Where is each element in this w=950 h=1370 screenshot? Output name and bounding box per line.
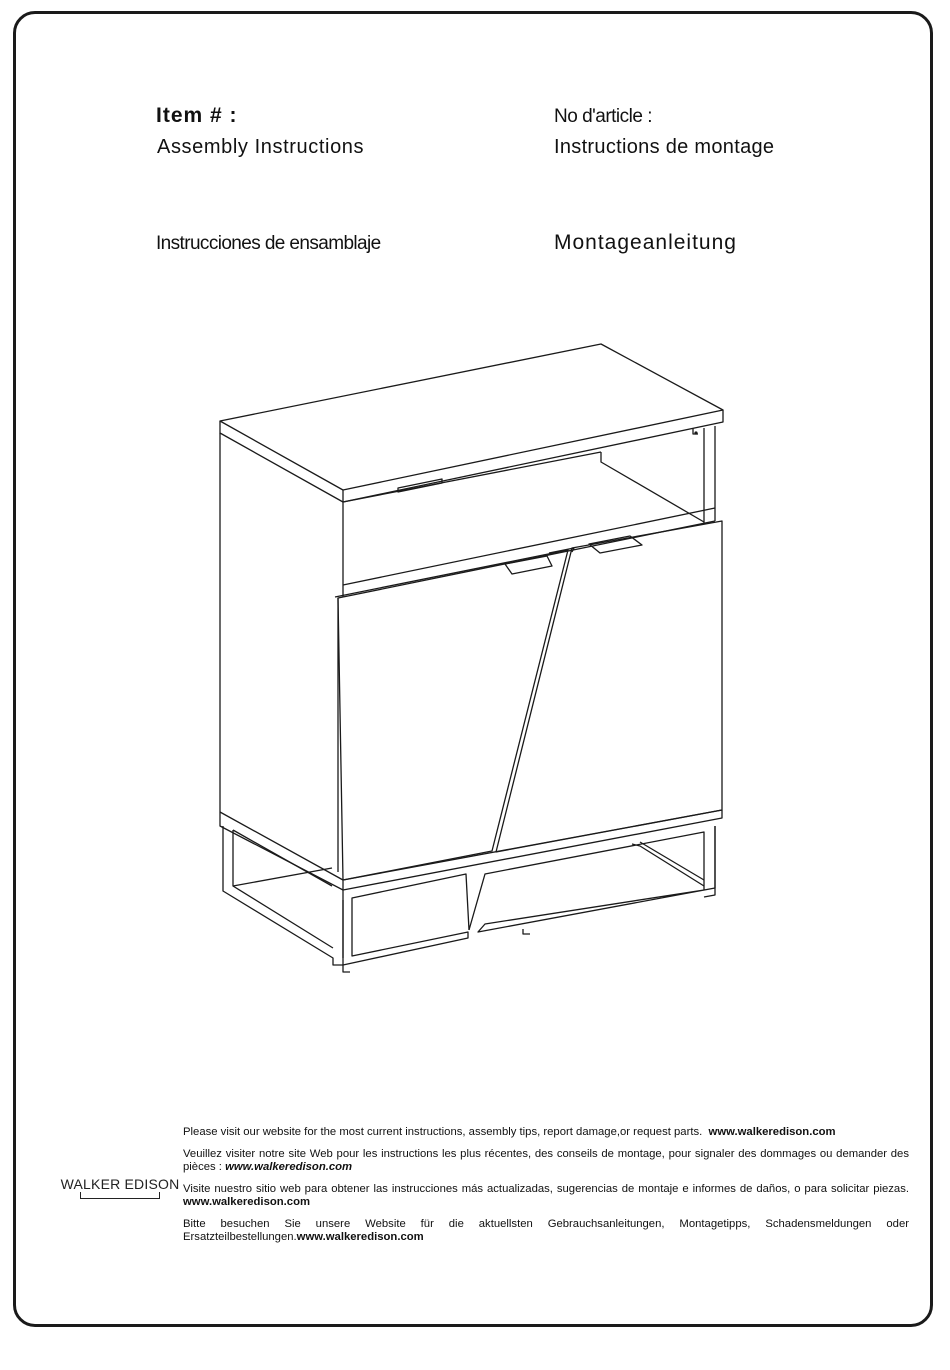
logo-underline (80, 1192, 160, 1199)
assembly-instructions-title-fr: Instructions de montage (554, 136, 775, 158)
logo-text: WALKER EDISON (60, 1176, 180, 1192)
website-link-en[interactable]: www.walkeredison.com (708, 1126, 836, 1138)
assembly-instructions-title-de: Montageanleitung (554, 231, 737, 254)
notice-es: Visite nuestro sitio web para obtener las instrucciones más actualizadas, sugerencias de montaje e informes de daños, o para solicitar piezas. www.walkeredison.com (183, 1182, 909, 1208)
notice-fr: Veuillez visiter notre site Web pour les instructions les plus récentes, des conseils de montage, pour signaler des dommages ou demander des pièces : www.walkeredison.com (183, 1147, 909, 1173)
notice-de: Bitte besuchen Sie unsere Website für die aktuellsten Gebrauchsanleitungen, Montagetipps, Schadensmeldungen oder Ersatzteilbestellungen.www.walkeredison.com (183, 1217, 909, 1243)
notice-en: Please visit our website for the most current instructions, assembly tips, report damage,or request parts. www.walkeredison.com (183, 1126, 836, 1138)
walker-edison-logo (60, 1176, 180, 1199)
item-number-label: Item # : (156, 104, 238, 127)
assembly-instructions-title-en: Assembly Instructions (157, 136, 365, 158)
website-link-fr[interactable]: www.walkeredison.com (225, 1161, 353, 1173)
website-link-de[interactable]: www.walkeredison.com (296, 1231, 424, 1243)
left-door (335, 550, 568, 880)
cabinet-illustration (200, 330, 740, 980)
assembly-instructions-title-es: Instrucciones de ensamblaje (156, 233, 381, 254)
item-number-label-fr: No d'article : (554, 106, 653, 127)
website-notice (183, 1126, 909, 1253)
website-link-es[interactable]: www.walkeredison.com (183, 1196, 311, 1208)
top-panel (220, 344, 723, 490)
